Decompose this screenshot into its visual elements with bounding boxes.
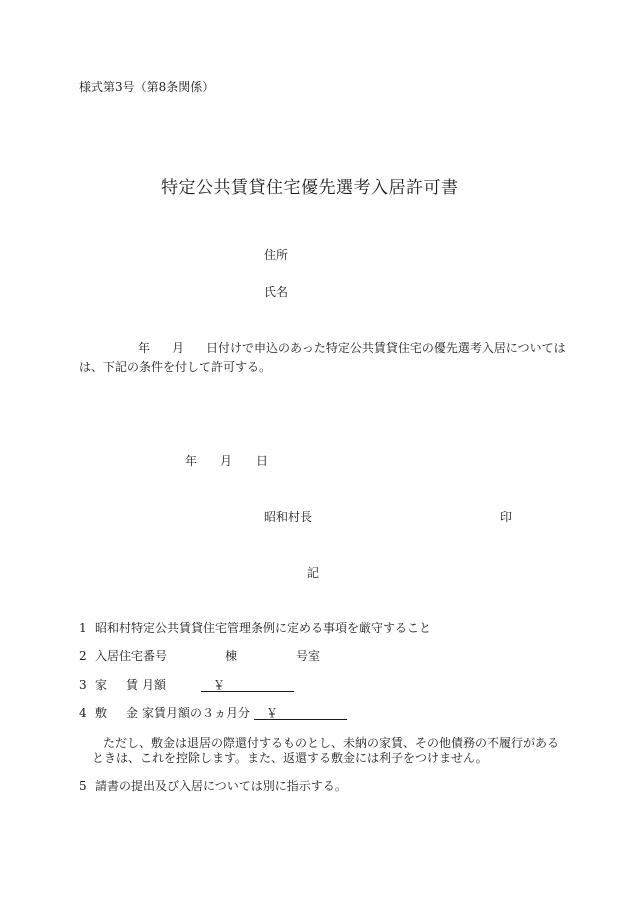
item2-label: 入居住宅番号 [95, 649, 168, 663]
issue-date-month: 月 [220, 454, 233, 468]
item5-text: 請書の提出及び入居については別に指示する。 [95, 779, 347, 793]
item1-text: 昭和村特定公共賃貸住宅管理条例に定める事項を厳守すること [95, 621, 432, 635]
item5-number: 5 [79, 779, 87, 793]
item4-label-b: 金 [126, 706, 139, 720]
item2-number: 2 [79, 649, 87, 663]
issue-date-day: 日 [256, 454, 269, 468]
body-date-year: 年 [138, 341, 151, 355]
note-line2: ときは、これを控除します。また、返還する敷金には利子をつけません。 [92, 751, 488, 765]
seal-mark: 印 [500, 510, 513, 524]
item4-yen: ￥ [266, 706, 279, 720]
item3-number: 3 [79, 678, 87, 692]
item2-room: 号室 [296, 649, 321, 663]
item3-label-b: 賃 [126, 678, 139, 692]
item4-number: 4 [79, 706, 87, 720]
item3-label-a: 家 [95, 678, 108, 692]
item2-building: 棟 [225, 649, 238, 663]
body-date-month: 月 [172, 341, 185, 355]
address-label: 住所 [264, 248, 289, 262]
body-line1: 日付けで申込のあった特定公共賃貸住宅の優先選考入居については [206, 341, 566, 355]
item3-yen: ￥ [213, 678, 226, 692]
ki-heading: 記 [307, 566, 320, 580]
item1-number: 1 [79, 621, 87, 635]
issue-date-year: 年 [185, 454, 198, 468]
note-line1: ただし、敷金は退居の際還付するものとし、未納の家賃、その他債務の不履行がある [103, 736, 560, 750]
form-number: 様式第3号（第8条関係） [79, 80, 215, 94]
item3-amount-line [201, 679, 294, 692]
item4-amount-line [254, 707, 347, 720]
item4-label-a: 敷 [95, 706, 108, 720]
item3-sub: 月額 [142, 678, 167, 692]
issuer-name: 昭和村長 [264, 510, 313, 524]
body-line2: は、下記の条件を付して許可する。 [79, 360, 272, 374]
name-label: 氏名 [264, 285, 289, 299]
item4-sub: 家賃月額の３ヵ月分 [142, 706, 251, 720]
document-title: 特定公共賃貸住宅優先選考入居許可書 [161, 178, 459, 198]
